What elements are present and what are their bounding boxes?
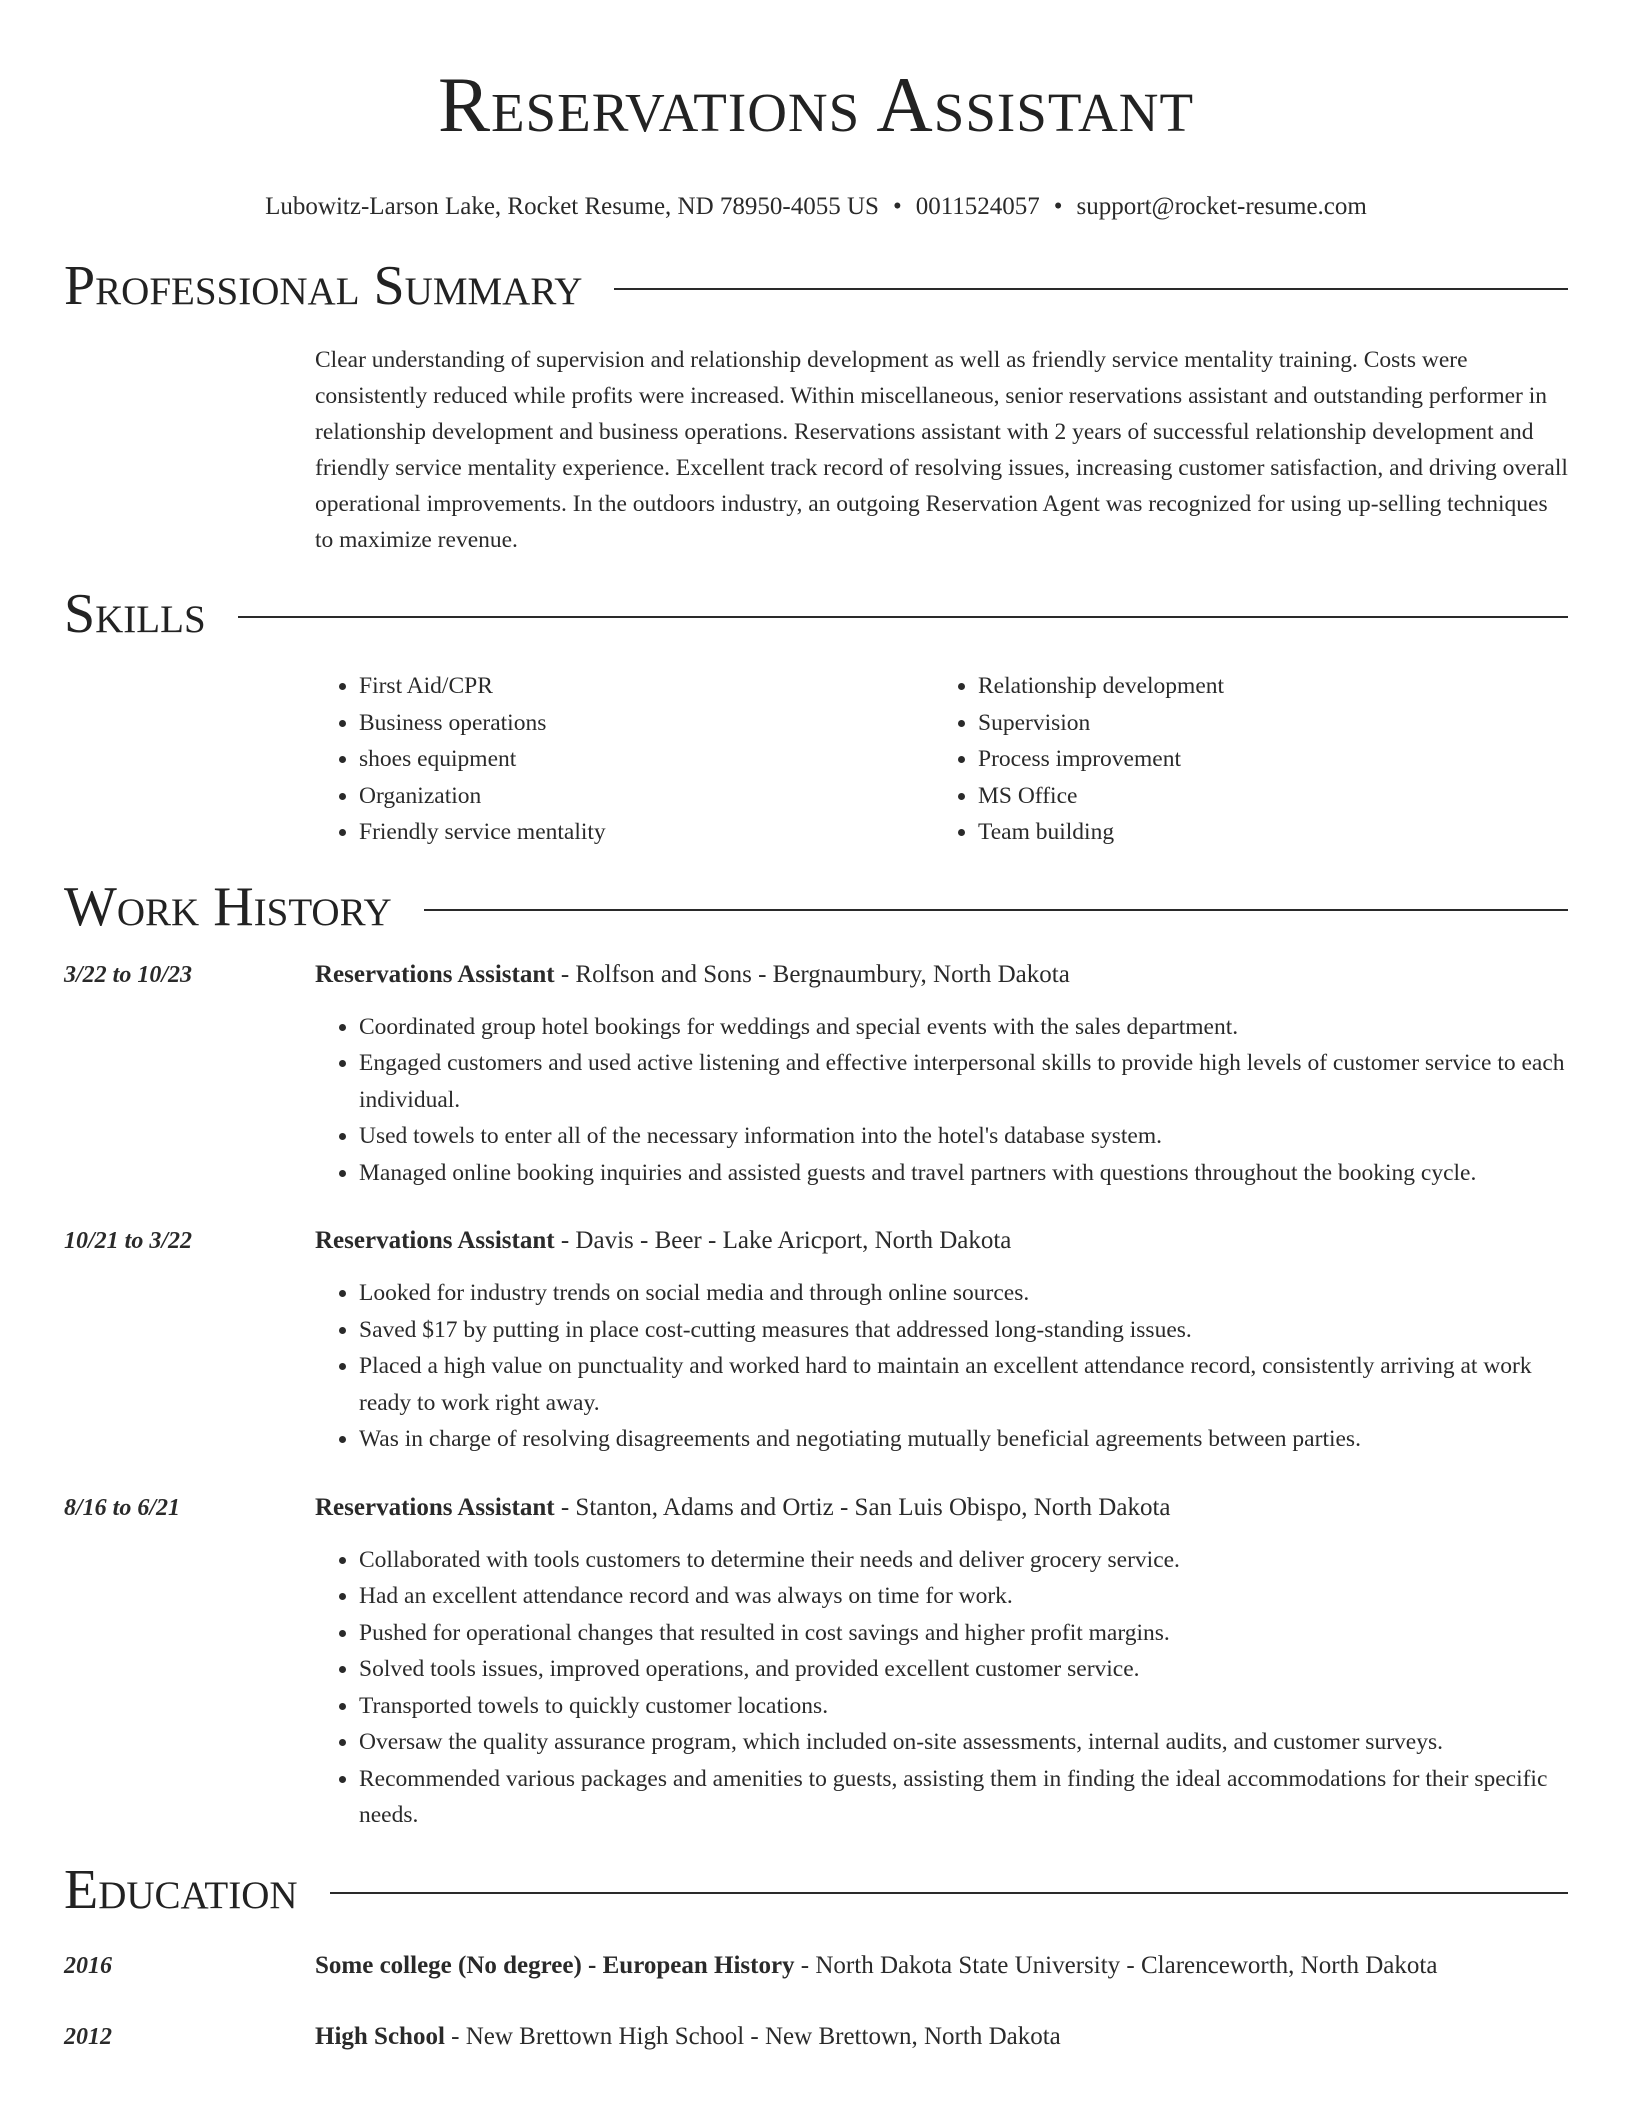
work-bullet: • Was in charge of resolving disagreements and negotiating mutually beneficial agreements between parties. (359, 1421, 1568, 1458)
section-divider (614, 288, 1568, 290)
work-title: Reservations Assistant (315, 1493, 555, 1521)
section-divider (424, 909, 1568, 911)
education-entry (64, 1948, 1568, 1984)
skill-item: • Business operations (359, 705, 934, 742)
work-employer: - Stanton, Adams and Ortiz - San Luis Obispo, North Dakota (554, 1493, 1171, 1521)
section-education-header (64, 1860, 1568, 1920)
resume-page (64, 0, 1568, 2055)
section-heading-skills: Skills (64, 583, 206, 645)
skill-item: • Team building (978, 814, 1553, 851)
work-bullet: • Used towels to enter all of the necessary information into the hotel's database system. (359, 1118, 1568, 1155)
work-bullet: • Saved $17 by putting in place cost-cutting measures that addressed long-standing issues. (359, 1312, 1568, 1349)
skills-column-right (934, 668, 1553, 851)
skills-column-left (315, 668, 934, 851)
resume-title: Reservations Assistant (437, 61, 1195, 148)
work-dates: 3/22 to 10/23 (64, 961, 193, 988)
work-employer: - Rolfson and Sons - Bergnaumbury, North Dakota (554, 960, 1070, 988)
skill-item: • MS Office (978, 778, 1553, 815)
work-title: Reservations Assistant (315, 1227, 555, 1254)
contact-email: support@rocket-resume.com (1076, 193, 1367, 220)
skill-item: • Process improvement (978, 741, 1553, 778)
work-details (315, 957, 1568, 1192)
skills-list (315, 668, 1568, 851)
work-entry (64, 957, 1568, 1192)
work-bullets (315, 1009, 1568, 1192)
section-work-header (64, 877, 1568, 937)
work-entry (64, 1490, 1568, 1834)
contact-separator: • (1053, 193, 1063, 220)
work-bullet: • Transported towels to quickly customer locations. (359, 1688, 1568, 1725)
section-summary-header (64, 256, 1568, 316)
contact-address: Lubowitz-Larson Lake, Rocket Resume, ND 78950-4055 US (265, 193, 879, 220)
contact-separator: • (892, 193, 902, 220)
education-school: - North Dakota State University - Clarenceworth, North Dakota (794, 1951, 1438, 1979)
summary-text: Clear understanding of supervision and relationship development as well as friendly service mentality training. Costs were consistently reduced while profits were increased. Within miscellaneous, senior reservations assistant and outstanding performer in relationship development and business operations. Reservations assistant with 2 years of successful relationship development and friendly service mentality experience. Excellent track record of resolving issues, increasing customer satisfaction, and driving overall operational improvements. In the outdoors industry, an outgoing Reservation Agent was recognized for using up-selling techniques to maximize revenue. (315, 347, 1568, 553)
work-details (315, 1490, 1568, 1834)
skill-item: • Organization (359, 778, 934, 815)
work-bullet: • Had an excellent attendance record and was always on time for work. (359, 1578, 1568, 1615)
work-title-line (315, 957, 1568, 993)
work-bullet: • Engaged customers and used active listening and effective interpersonal skills to provide high levels of customer service to each individual. (359, 1045, 1568, 1118)
work-bullet: • Solved tools issues, improved operations, and provided excellent customer service. (359, 1651, 1568, 1688)
education-entry (64, 2019, 1568, 2055)
work-dates: 10/21 to 3/22 (64, 1228, 193, 1254)
skill-item: • Relationship development (978, 668, 1553, 705)
skill-item: • shoes equipment (359, 741, 934, 778)
skill-item: • Friendly service mentality (359, 814, 934, 851)
work-bullet: • Coordinated group hotel bookings for weddings and special events with the sales department. (359, 1009, 1568, 1046)
work-title-line (315, 1223, 1568, 1259)
work-bullet: • Collaborated with tools customers to determine their needs and deliver grocery service. (359, 1542, 1568, 1579)
education-year: 2016 (64, 1952, 112, 1979)
work-title-line (315, 1490, 1568, 1526)
work-bullet: • Looked for industry trends on social media and through online sources. (359, 1275, 1568, 1312)
work-employer: - Davis - Beer - Lake Aricport, North Dakota (554, 1227, 1012, 1254)
contact-line (64, 192, 1568, 222)
work-dates: 8/16 to 6/21 (64, 1494, 181, 1521)
education-degree: Some college (No degree) - European History (315, 1951, 795, 1979)
work-details (315, 1223, 1568, 1458)
section-skills-header (64, 584, 1568, 644)
education-details (315, 2019, 1568, 2055)
skill-item: • First Aid/CPR (359, 668, 934, 705)
education-school: - New Brettown High School - New Brettown, North Dakota (444, 2022, 1061, 2050)
work-bullet: • Pushed for operational changes that resulted in cost savings and higher profit margins. (359, 1615, 1568, 1652)
work-bullet: • Oversaw the quality assurance program, which included on-site assessments, internal audits, and customer surveys. (359, 1724, 1568, 1761)
work-entry (64, 1223, 1568, 1458)
education-degree: High School (315, 2022, 445, 2050)
skill-item: • Supervision (978, 705, 1553, 742)
education-details (315, 1948, 1568, 1984)
work-bullet: • Recommended various packages and amenities to guests, assisting them in finding the ideal accommodations for their specific needs. (359, 1761, 1568, 1834)
section-heading-summary: Professional Summary (64, 255, 583, 317)
section-divider (330, 1892, 1568, 1894)
education-year: 2012 (64, 2023, 112, 2050)
work-bullet: • Managed online booking inquiries and assisted guests and travel partners with questions throughout the booking cycle. (359, 1155, 1568, 1192)
section-heading-work: Work History (64, 875, 392, 938)
section-heading-education: Education (64, 1858, 298, 1921)
contact-phone: 0011524057 (915, 193, 1040, 220)
work-bullets (315, 1275, 1568, 1458)
work-bullets (315, 1542, 1568, 1834)
work-bullet: • Placed a high value on punctuality and worked hard to maintain an excellent attendance record, consistently arriving at work ready to work right away. (359, 1348, 1568, 1421)
work-title: Reservations Assistant (315, 960, 555, 988)
section-divider (238, 616, 1568, 618)
